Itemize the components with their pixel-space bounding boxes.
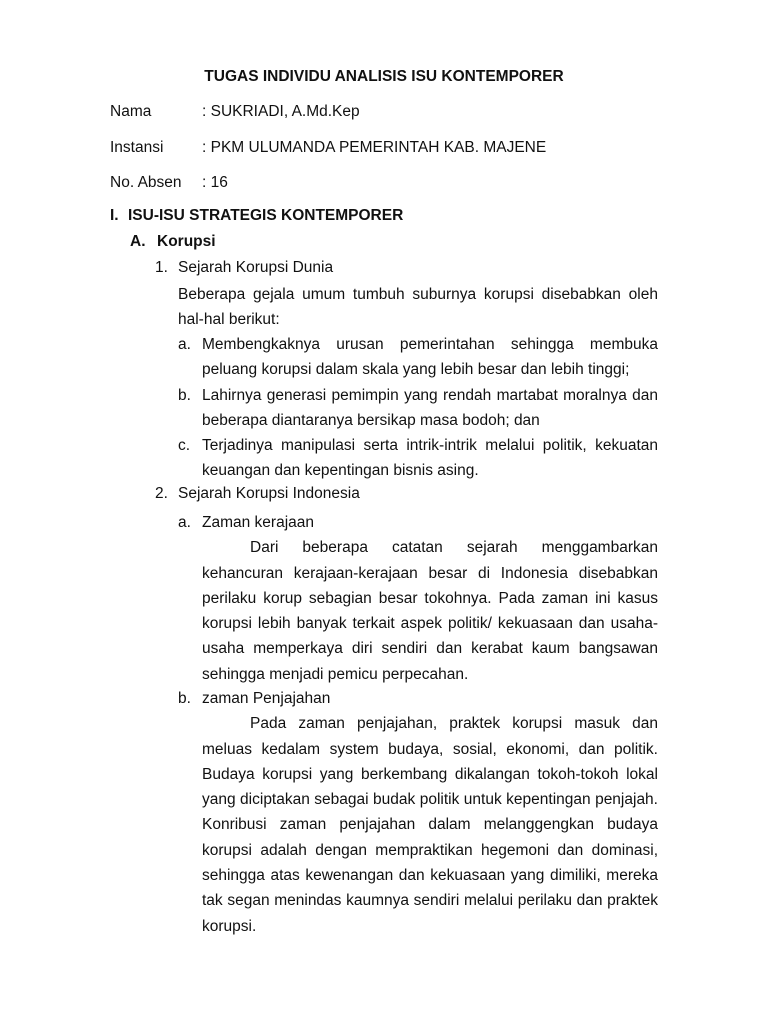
list-paragraph: Dari beberapa catatan sejarah menggambarkan kehancuran kerajaan-kerajaan besar di Indonesia disebabkan perilaku korup sebagian besar tokohnya. Pada zaman ini kasus korupsi lebih banyak terkait aspek politik/ kekuasaan dan usaha-usaha memperkaya diri sendiri dan kerabat kaum bangsawan sehingga menjadi pemicu perpecahan. xyxy=(202,539,658,683)
subsection-title: Korupsi xyxy=(157,233,216,250)
paragraph-intro: Beberapa gejala umum tumbuh suburnya korupsi disebabkan oleh hal-hal berikut: xyxy=(178,286,658,329)
list-item xyxy=(178,332,658,383)
subsection-number: A. xyxy=(130,233,146,250)
list-item xyxy=(178,383,658,434)
section-heading xyxy=(110,207,403,225)
item-number: 1. xyxy=(155,259,168,276)
meta-row-absen xyxy=(110,174,228,192)
meta-row-instansi xyxy=(110,139,546,157)
list-marker: b. xyxy=(178,690,191,707)
list-paragraph: Pada zaman penjajahan, praktek korupsi masuk dan meluas kedalam system budaya, sosial, ekonomi, dan politik. Budaya korupsi yang berkembang dikalangan tokoh-tokoh lokal yang diciptakan sebagai budak politik untuk kepentingan penjajah. Konribusi zaman penjajahan dalam melanggengkan budaya korupsi adalah dengan mempraktikan hegemoni dan dominasi, sehingga atas kewenangan dan kekuasaan yang dimiliki, mereka tak segan menindas kaumnya sendiri melalui perilaku dan praktek korupsi. xyxy=(202,715,658,935)
section-number: I. xyxy=(110,207,119,224)
numbered-item-heading xyxy=(155,259,333,277)
subsection-heading xyxy=(130,233,216,251)
meta-label: No. Absen xyxy=(110,174,182,191)
list-item xyxy=(178,433,658,484)
list-text: Terjadinya manipulasi serta intrik-intrik melalui politik, kekuatan keuangan dan kepentingan bisnis asing. xyxy=(202,437,658,480)
document-title: TUGAS INDIVIDU ANALISIS ISU KONTEMPORER xyxy=(204,68,564,85)
item-title: Sejarah Korupsi Dunia xyxy=(178,259,334,276)
list-text: Membengkaknya urusan pemerintahan sehingga membuka peluang korupsi dalam skala yang lebih besar dan lebih tinggi; xyxy=(202,336,658,379)
list-item xyxy=(178,686,658,939)
numbered-item-heading xyxy=(155,485,360,503)
item-title: Sejarah Korupsi Indonesia xyxy=(178,485,360,502)
meta-label: Nama xyxy=(110,103,152,120)
list-heading: Zaman kerajaan xyxy=(202,514,315,531)
list-marker: b. xyxy=(178,387,191,404)
item-number: 2. xyxy=(155,485,168,502)
list-marker: c. xyxy=(178,437,191,454)
list-text: Lahirnya generasi pemimpin yang rendah martabat moralnya dan beberapa diantaranya bersikap masa bodoh; dan xyxy=(202,387,658,430)
meta-value: : PKM ULUMANDA PEMERINTAH KAB. MAJENE xyxy=(202,139,547,156)
meta-value: : SUKRIADI, A.Md.Kep xyxy=(202,103,360,120)
list-marker: a. xyxy=(178,336,191,353)
list-item xyxy=(178,510,658,687)
meta-label: Instansi xyxy=(110,139,164,156)
list-heading: zaman Penjajahan xyxy=(202,690,331,707)
section-title: ISU-ISU STRATEGIS KONTEMPORER xyxy=(128,207,404,224)
list-marker: a. xyxy=(178,514,191,531)
meta-row-nama xyxy=(110,103,360,121)
meta-value: : 16 xyxy=(202,174,228,191)
